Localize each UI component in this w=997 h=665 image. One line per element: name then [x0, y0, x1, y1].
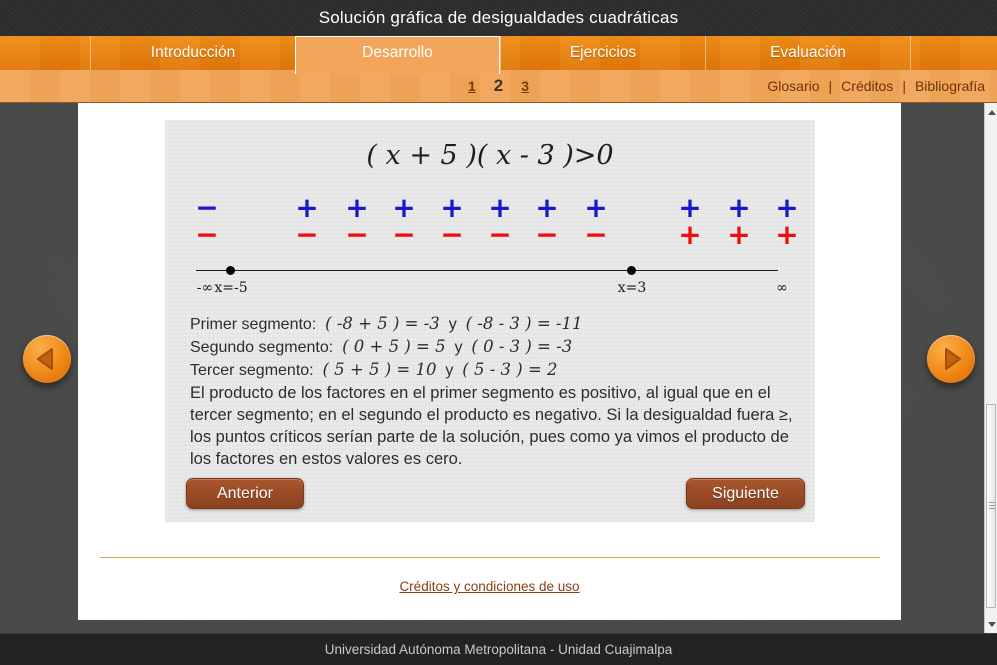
sign-symbol: − — [195, 191, 219, 224]
scrollbar-up-button[interactable] — [985, 105, 997, 119]
sign-symbol: − — [295, 218, 319, 251]
segment-expression: ( 5 - 3 ) = 2 — [462, 360, 558, 379]
page-link-2[interactable]: 2 — [493, 76, 504, 95]
credits-conditions-link[interactable]: Créditos y condiciones de uso — [399, 579, 580, 594]
sign-symbol: + — [727, 218, 751, 251]
next-page-arrow-button[interactable] — [927, 335, 975, 383]
sign-symbol: + — [678, 191, 702, 224]
segment-line — [190, 359, 582, 382]
header-bar — [0, 0, 997, 36]
sign-symbol: − — [392, 218, 416, 251]
sign-symbol: − — [440, 218, 464, 251]
sign-symbol: + — [345, 191, 369, 224]
content-background — [0, 103, 997, 633]
arrow-left-icon — [23, 335, 71, 383]
bibliografia-link[interactable]: Bibliografía — [914, 78, 985, 94]
scrollbar-down-button[interactable] — [985, 617, 997, 631]
sign-symbol: + — [727, 191, 751, 224]
number-line — [196, 270, 778, 271]
sign-symbol: + — [295, 191, 319, 224]
scrollbar-grip-icon — [989, 502, 995, 510]
critical-point-dot — [226, 266, 235, 275]
segment-expression: ( -8 + 5 ) = -3 — [325, 314, 440, 333]
sign-row-bottom — [165, 218, 815, 251]
segment-label: Primer segmento: — [190, 316, 317, 333]
footer-bar — [0, 633, 997, 665]
sign-symbol: − — [535, 218, 559, 251]
subnav-links — [767, 70, 985, 102]
sign-symbol: + — [584, 191, 608, 224]
sign-symbol: − — [584, 218, 608, 251]
segment-evaluations — [190, 313, 582, 382]
sign-symbol: + — [678, 218, 702, 251]
creditos-link[interactable]: Créditos — [841, 78, 894, 94]
tab-ejercicios[interactable]: Ejercicios — [500, 36, 705, 70]
sign-symbol: − — [488, 218, 512, 251]
arrow-down-icon — [988, 622, 996, 627]
vertical-scrollbar[interactable] — [984, 103, 997, 633]
neg-infinity-label: -∞ — [196, 280, 214, 296]
conjunction: y — [448, 316, 457, 333]
anterior-button[interactable]: Anterior — [186, 478, 304, 509]
conjunction: y — [445, 362, 454, 379]
lesson-panel — [165, 120, 815, 522]
sign-symbol: − — [195, 218, 219, 251]
page-title: Solución gráfica de desigualdades cuadráticas — [318, 8, 679, 27]
sign-symbol: − — [345, 218, 369, 251]
pagination — [468, 70, 529, 102]
tabbar-spacer — [0, 36, 90, 70]
sign-symbol: + — [775, 218, 799, 251]
separator: | — [902, 78, 906, 94]
segment-expression: ( 0 + 5 ) = 5 — [342, 337, 446, 356]
segment-line — [190, 313, 582, 336]
siguiente-button[interactable]: Siguiente — [686, 478, 805, 509]
critical-point-label: x=3 — [617, 280, 647, 296]
tab-desarrollo[interactable]: Desarrollo — [295, 36, 500, 74]
institution-name: Universidad Autónoma Metropolitana - Unidad Cuajimalpa — [324, 642, 673, 657]
segment-label: Segundo segmento: — [190, 339, 334, 356]
segment-line — [190, 336, 582, 359]
sub-navbar — [0, 70, 997, 103]
glosario-link[interactable]: Glosario — [767, 78, 820, 94]
main-tabbar — [0, 36, 997, 70]
sign-symbol: + — [775, 191, 799, 224]
page-link-3[interactable]: 3 — [521, 78, 530, 94]
page-link-1[interactable]: 1 — [467, 78, 476, 94]
sign-symbol: + — [488, 191, 512, 224]
segment-expression: ( 0 - 3 ) = -3 — [471, 337, 573, 356]
tabbar-spacer — [910, 36, 997, 70]
sign-symbol: + — [392, 191, 416, 224]
arrow-up-icon — [988, 110, 996, 115]
scrollbar-thumb[interactable] — [986, 404, 996, 608]
conjunction: y — [454, 339, 463, 356]
arrow-right-icon — [927, 335, 975, 383]
segment-expression: ( -8 - 3 ) = -11 — [465, 314, 583, 333]
segment-label: Tercer segmento: — [190, 362, 314, 379]
explanation-paragraph: El producto de los factores en el primer segmento es positivo, al igual que en el tercer segmento; en el segundo el producto es negativo. Si la desigualdad fuera ≥, los puntos críticos serían parte de la solución, pues como ya vimos el producto de los factores en estos valores es cero. — [190, 384, 793, 468]
segment-expression: ( 5 + 5 ) = 10 — [322, 360, 437, 379]
content-card — [78, 103, 901, 620]
separator: | — [828, 78, 833, 94]
inequality-equation: ( x + 5 )( x - 3 )>0 — [366, 140, 614, 171]
critical-point-label: x=-5 — [214, 280, 248, 296]
tab-evaluacion[interactable]: Evaluación — [705, 36, 910, 70]
infinity-label: ∞ — [776, 280, 788, 296]
sign-symbol: + — [535, 191, 559, 224]
critical-point-dot — [627, 266, 636, 275]
sign-symbol: + — [440, 191, 464, 224]
credits-footer — [78, 578, 901, 596]
tab-introduccion[interactable]: Introducción — [90, 36, 295, 70]
previous-page-arrow-button[interactable] — [23, 335, 71, 383]
divider — [100, 557, 880, 558]
